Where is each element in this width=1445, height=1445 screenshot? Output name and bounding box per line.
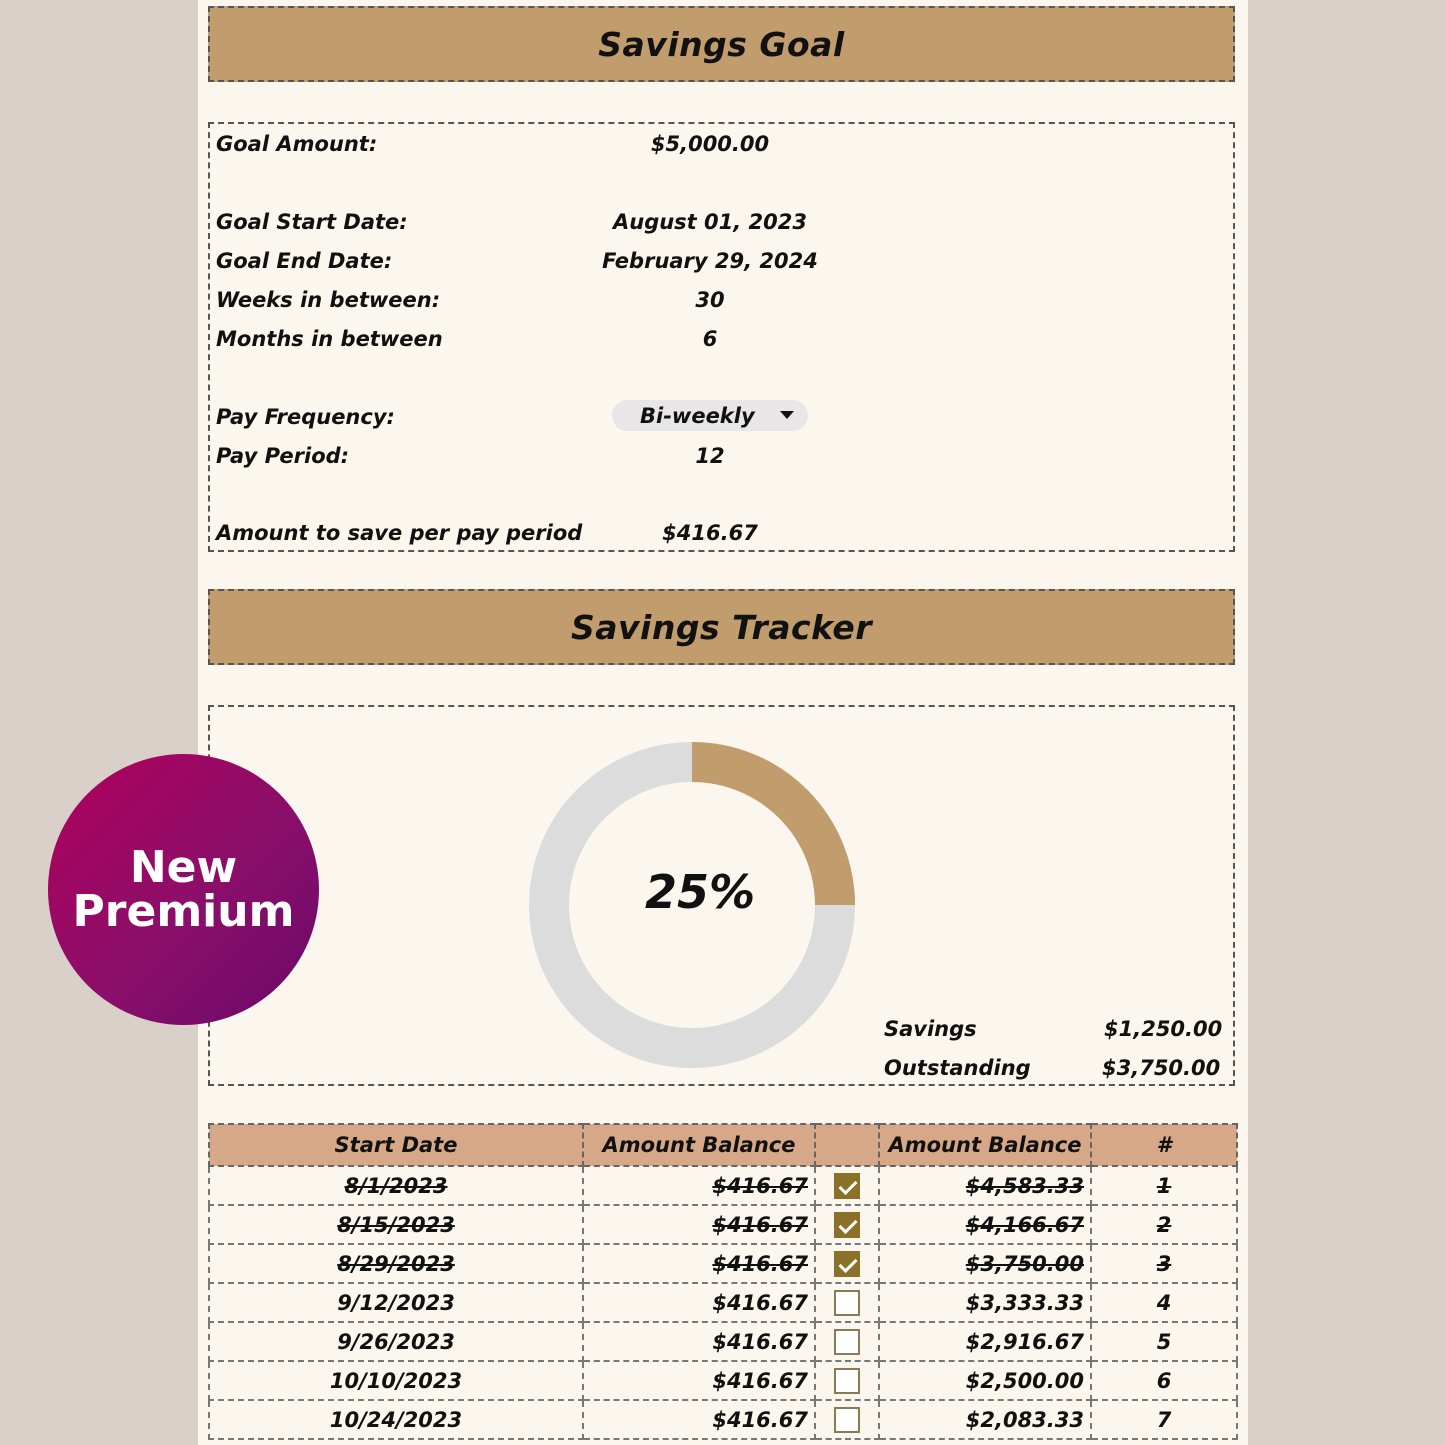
goal-amount-label: Goal Amount: bbox=[216, 132, 378, 156]
table-row bbox=[209, 1361, 1237, 1400]
amount-per-period-value: $416.67 bbox=[662, 521, 758, 545]
checked-checkbox[interactable] bbox=[834, 1212, 860, 1238]
unchecked-checkbox[interactable] bbox=[834, 1407, 860, 1433]
checked-checkbox[interactable] bbox=[834, 1173, 860, 1199]
row-number: 7 bbox=[1091, 1400, 1237, 1439]
row-amount: $416.67 bbox=[583, 1361, 815, 1400]
table-row bbox=[209, 1283, 1237, 1322]
table-row bbox=[209, 1244, 1237, 1283]
row-amount: $416.67 bbox=[583, 1283, 815, 1322]
pay-frequency-value: Bi-weekly bbox=[640, 403, 755, 428]
goal-start-date-label: Goal Start Date: bbox=[216, 210, 408, 234]
tracker-chart-box bbox=[208, 705, 1235, 1086]
table-row bbox=[209, 1400, 1237, 1439]
header-number: # bbox=[1091, 1124, 1237, 1166]
tracker-table bbox=[208, 1123, 1238, 1440]
unchecked-checkbox[interactable] bbox=[834, 1368, 860, 1394]
row-check-cell bbox=[815, 1166, 879, 1205]
row-start-date: 10/10/2023 bbox=[209, 1361, 583, 1400]
savings-tracker-title: Savings Tracker bbox=[570, 607, 873, 647]
row-number: 1 bbox=[1091, 1166, 1237, 1205]
table-row bbox=[209, 1166, 1237, 1205]
badge-line-2: Premium bbox=[72, 885, 295, 937]
table-header-row bbox=[209, 1124, 1237, 1166]
goal-start-date-value[interactable]: August 01, 2023 bbox=[613, 210, 807, 234]
row-start-date: 8/15/2023 bbox=[209, 1205, 583, 1244]
weeks-label: Weeks in between: bbox=[216, 288, 441, 312]
pay-frequency-dropdown[interactable] bbox=[612, 400, 808, 431]
badge-line-1: New bbox=[129, 841, 238, 893]
row-number: 6 bbox=[1091, 1361, 1237, 1400]
header-start-date: Start Date bbox=[209, 1124, 583, 1166]
progress-percent: 25% bbox=[644, 865, 756, 919]
goal-end-date-value[interactable]: February 29, 2024 bbox=[602, 249, 818, 273]
row-check-cell bbox=[815, 1244, 879, 1283]
unchecked-checkbox[interactable] bbox=[834, 1329, 860, 1355]
row-number: 3 bbox=[1091, 1244, 1237, 1283]
chevron-down-icon bbox=[780, 411, 794, 419]
goal-amount-value[interactable]: $5,000.00 bbox=[650, 132, 770, 156]
outstanding-label: Outstanding bbox=[884, 1056, 1031, 1080]
row-balance: $4,583.33 bbox=[879, 1166, 1091, 1205]
table-row bbox=[209, 1322, 1237, 1361]
header-balance: Amount Balance bbox=[879, 1124, 1091, 1166]
savings-label: Savings bbox=[884, 1017, 977, 1041]
outstanding-value: $3,750.00 bbox=[1102, 1056, 1221, 1080]
checked-checkbox[interactable] bbox=[834, 1251, 860, 1277]
new-premium-badge bbox=[48, 754, 319, 1025]
weeks-value: 30 bbox=[695, 288, 725, 312]
savings-tracker-header bbox=[208, 589, 1235, 665]
table-row bbox=[209, 1205, 1237, 1244]
row-number: 5 bbox=[1091, 1322, 1237, 1361]
row-start-date: 9/26/2023 bbox=[209, 1322, 583, 1361]
pay-period-value: 12 bbox=[695, 444, 725, 468]
row-start-date: 10/24/2023 bbox=[209, 1400, 583, 1439]
row-number: 2 bbox=[1091, 1205, 1237, 1244]
row-start-date: 8/1/2023 bbox=[209, 1166, 583, 1205]
row-start-date: 9/12/2023 bbox=[209, 1283, 583, 1322]
goal-details-box bbox=[208, 122, 1235, 552]
header-check bbox=[815, 1124, 879, 1166]
amount-per-period-label: Amount to save per pay period bbox=[216, 521, 583, 545]
savings-goal-title: Savings Goal bbox=[598, 24, 845, 64]
unchecked-checkbox[interactable] bbox=[834, 1290, 860, 1316]
row-balance: $3,333.33 bbox=[879, 1283, 1091, 1322]
goal-end-date-label: Goal End Date: bbox=[216, 249, 393, 273]
row-balance: $2,500.00 bbox=[879, 1361, 1091, 1400]
row-amount: $416.67 bbox=[583, 1166, 815, 1205]
savings-value: $1,250.00 bbox=[1104, 1017, 1223, 1041]
row-balance: $3,750.00 bbox=[879, 1244, 1091, 1283]
pay-frequency-label: Pay Frequency: bbox=[216, 405, 395, 429]
row-check-cell bbox=[815, 1400, 879, 1439]
row-check-cell bbox=[815, 1205, 879, 1244]
row-balance: $2,083.33 bbox=[879, 1400, 1091, 1439]
savings-goal-header bbox=[208, 6, 1235, 82]
row-check-cell bbox=[815, 1361, 879, 1400]
row-balance: $2,916.67 bbox=[879, 1322, 1091, 1361]
row-amount: $416.67 bbox=[583, 1322, 815, 1361]
row-number: 4 bbox=[1091, 1283, 1237, 1322]
months-label: Months in between bbox=[216, 327, 443, 351]
spreadsheet bbox=[198, 0, 1248, 1445]
pay-period-label: Pay Period: bbox=[216, 444, 350, 468]
row-amount: $416.67 bbox=[583, 1400, 815, 1439]
months-value: 6 bbox=[702, 327, 718, 351]
row-amount: $416.67 bbox=[583, 1205, 815, 1244]
row-amount: $416.67 bbox=[583, 1244, 815, 1283]
row-balance: $4,166.67 bbox=[879, 1205, 1091, 1244]
row-check-cell bbox=[815, 1322, 879, 1361]
row-check-cell bbox=[815, 1283, 879, 1322]
row-start-date: 8/29/2023 bbox=[209, 1244, 583, 1283]
header-amount: Amount Balance bbox=[583, 1124, 815, 1166]
